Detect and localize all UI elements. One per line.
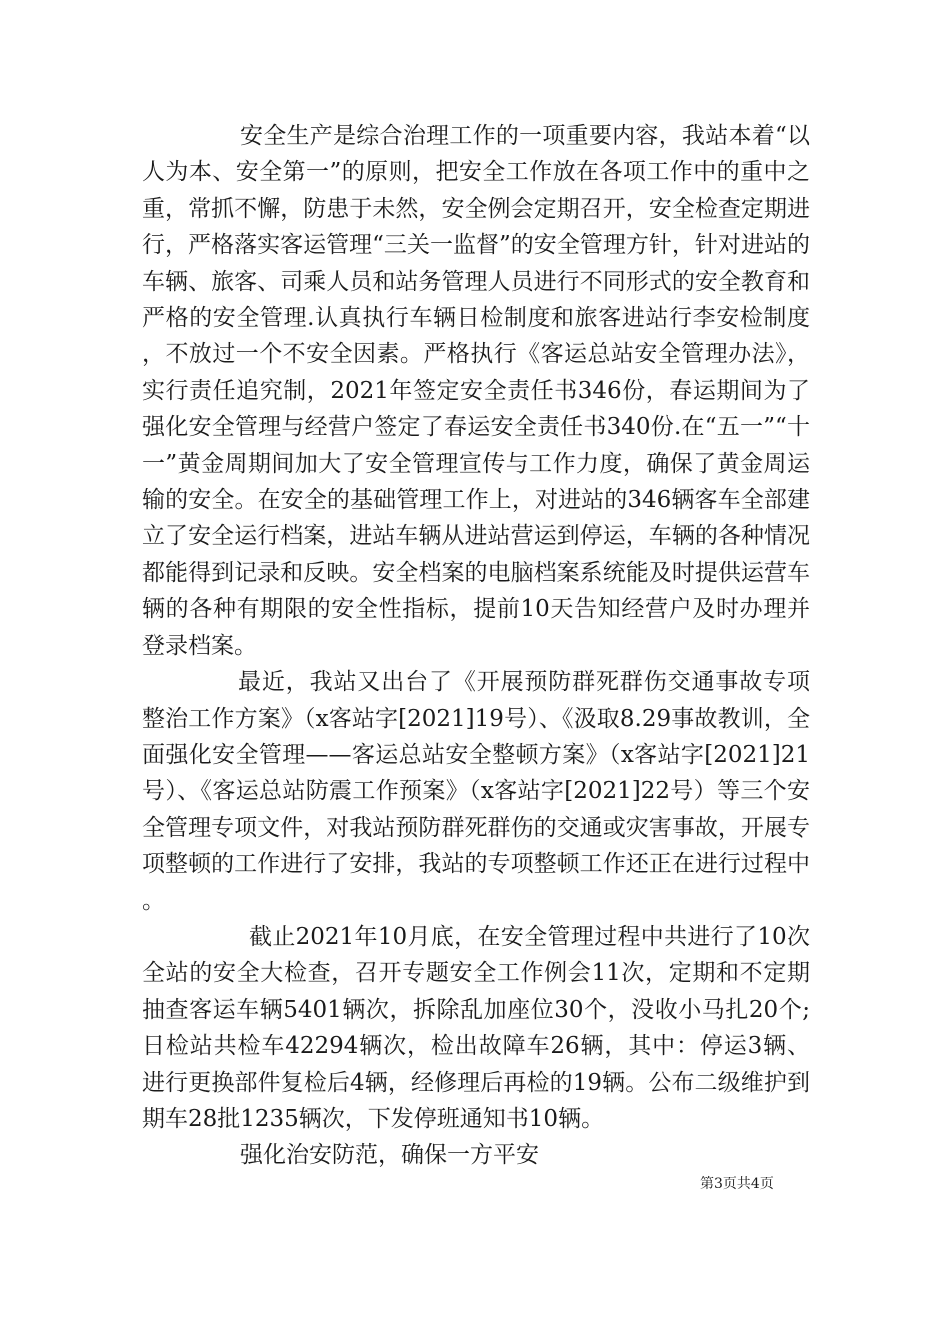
paragraph-public-security-heading: 强化治安防范，确保一方平安 xyxy=(240,1142,539,1169)
page-number-footer: 第3页共4页 xyxy=(700,1176,774,1192)
paragraph-inspection-statistics: 截止2021年10月底，在安全管理过程中共进行了10次全站的安全大检查，召开专题安全工作例会11次，定期和不定期抽查客运车辆5401辆次，拆除乱加座位30个，没收小马扎20个;日检站共检车42294辆次，检出故障车26辆，其中：停运3辆、进行更换部件复检后4辆，经修理后再检的19辆。公布二级维护到期车28批1235辆次，下发停班通知书10辆。 xyxy=(142,923,810,1132)
paragraph-special-rectification: 最近，我站又出台了《开展预防群死群伤交通事故专项整治工作方案》（x客站字[2021]19号）、《汲取8.29事故教训，全面强化安全管理——客运总站安全整顿方案》（x客站字[2021]21号）、《客运总站防震工作预案》（x客站字[2021]22号）等三个安全管理专项文件，对我站预防群死群伤的交通或灾害事故，开展专项整顿的工作进行了安排，我站的专项整顿工作还正在进行过程中。 xyxy=(142,669,810,914)
paragraph-safety-production: 安全生产是综合治理工作的一项重要内容，我站本着“以人为本、安全第一”的原则，把安全工作放在各项工作中的重中之重，常抓不懈，防患于未然，安全例会定期召开，安全检查定期进行，严格落实客运管理“三关一监督”的安全管理方针，针对进站的车辆、旅客、司乘人员和站务管理人员进行不同形式的安全教育和严格的安全管理.认真执行车辆日检制度和旅客进站行李安检制度，不放过一个不安全因素。严格执行《客运总站安全管理办法》，实行责任追究制，2021年签定安全责任书346份，春运期间为了强化安全管理与经营户签定了春运安全责任书340份.在“五一”“十一”黄金周期间加大了安全管理宣传与工作力度，确保了黄金周运输的安全。在安全的基础管理工作上，对进站的346辆客车全部建立了安全运行档案，进站车辆从进站营运到停运，车辆的各种情况都能得到记录和反映。安全档案的电脑档案系统能及时提供运营车辆的各种有期限的安全性指标，提前10天告知经营户及时办理并登录档案。 xyxy=(142,123,810,659)
document-body xyxy=(142,118,810,1174)
